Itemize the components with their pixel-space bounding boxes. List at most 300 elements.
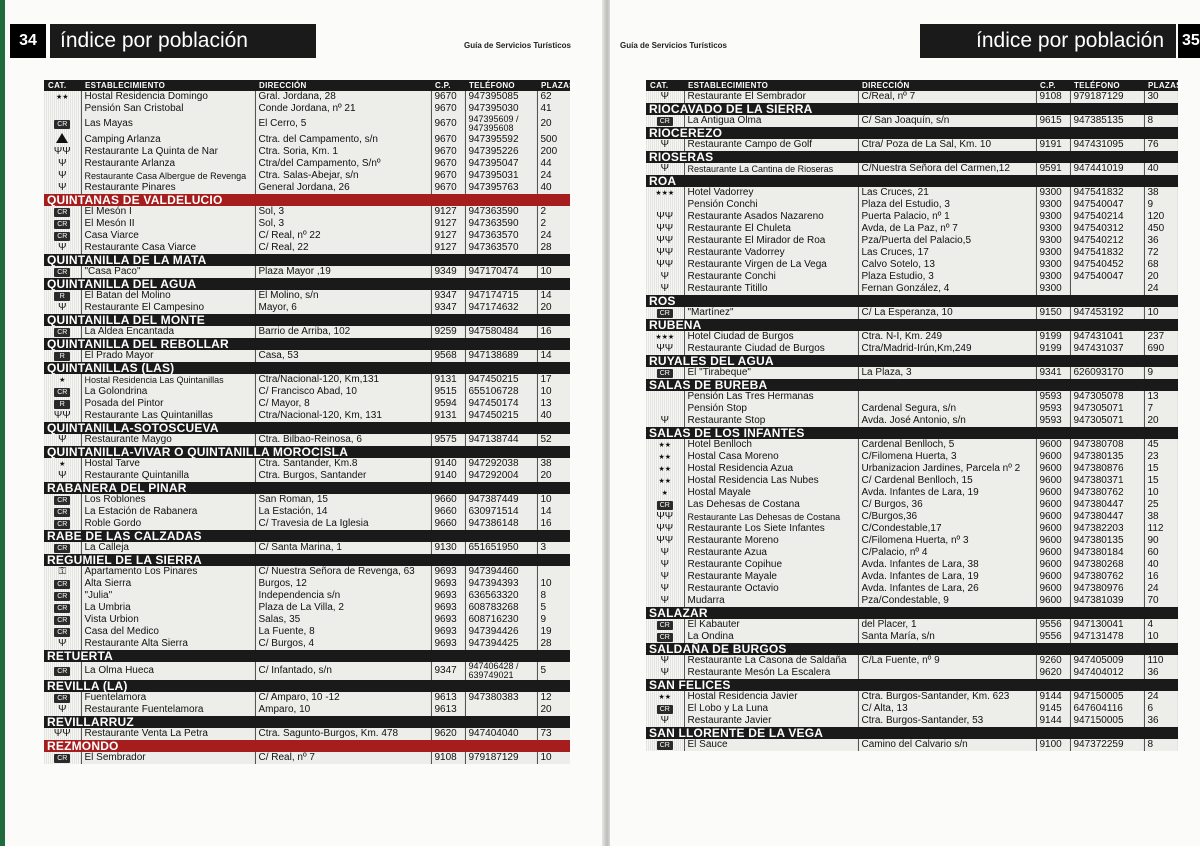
category-cell: [44, 638, 81, 650]
establishment-name: El Kabauter: [684, 619, 858, 631]
postal-code: 9620: [1036, 667, 1070, 679]
phone: 947380708: [1070, 439, 1144, 451]
table-row: [44, 506, 570, 518]
phone: 947380383: [465, 692, 537, 704]
address: Ctra/del Campamento, S/nº: [255, 158, 431, 170]
phone: 947395592: [465, 133, 537, 146]
plazas: 24: [1144, 283, 1178, 295]
table-row: [44, 290, 570, 302]
postal-code: 9670: [431, 103, 465, 115]
address: Independencia s/n: [255, 590, 431, 602]
town-section-header: [44, 482, 570, 494]
town-name: QUINTANILLA-SOTOSCUEVA: [44, 422, 570, 434]
phone: 947380268: [1070, 559, 1144, 571]
category-cell: [44, 350, 81, 362]
address: Ctra. Bilbao-Reinosa, 6: [255, 434, 431, 446]
town-section-header: [44, 422, 570, 434]
town-section-header: [44, 362, 570, 374]
postal-code: 9260: [1036, 655, 1070, 667]
table-row: [646, 535, 1178, 547]
plazas: 10: [537, 752, 570, 764]
table-row: [646, 655, 1178, 667]
address: C/ Alta, 13: [858, 703, 1036, 715]
address: [858, 667, 1036, 679]
postal-code: 9131: [431, 410, 465, 422]
plazas: 73: [537, 728, 570, 740]
category-cell: [44, 115, 81, 133]
postal-code: 9600: [1036, 511, 1070, 523]
plazas: 41: [537, 103, 570, 115]
plazas: 30: [1144, 91, 1178, 103]
postal-code: 9693: [431, 602, 465, 614]
town-section-header: [44, 554, 570, 566]
establishment-name: Restaurante Mesón La Escalera: [684, 667, 858, 679]
table-row: [44, 434, 570, 446]
table-row: [646, 331, 1178, 343]
table-row: [646, 283, 1178, 295]
table-header: [646, 80, 1178, 91]
camping-tent-icon: [56, 133, 68, 143]
col-cp: C.P.: [1036, 80, 1070, 91]
fork-icon: Ψ: [660, 583, 669, 594]
fork-icon: Ψ: [58, 158, 67, 169]
address: Puerta Palacio, nº 1: [858, 211, 1036, 223]
address: Camino del Calvario s/n: [858, 739, 1036, 751]
establishment-name: Restaurante Azua: [684, 547, 858, 559]
category-cell: [44, 242, 81, 254]
postal-code: 9613: [431, 692, 465, 704]
town-name: RIOSERAS: [646, 151, 1178, 163]
establishment-name: Restaurante Las Quintanillas: [81, 410, 255, 422]
table-row: [646, 439, 1178, 451]
category-cell: [646, 595, 684, 607]
town-section-header: [646, 643, 1178, 655]
phone: 947395047: [465, 158, 537, 170]
address: Avda, de La Paz, nº 7: [858, 223, 1036, 235]
plazas: 40: [1144, 163, 1178, 175]
category-cell: [44, 386, 81, 398]
address: C/ Real, nº 22: [255, 230, 431, 242]
establishment-name: Pensión San Cristobal: [81, 103, 255, 115]
category-cell: [646, 211, 684, 223]
plazas: 7: [1144, 403, 1178, 415]
phone: [465, 704, 537, 716]
establishment-name: Restaurante Vadorrey: [684, 247, 858, 259]
address: Avda. Infantes de Lara, 19: [858, 487, 1036, 499]
category-cell: [646, 139, 684, 151]
address: C/ Real, 22: [255, 242, 431, 254]
plazas: 19: [537, 626, 570, 638]
table-row: [646, 415, 1178, 427]
rural-house-icon: CR: [54, 388, 70, 397]
one-star-icon: ★: [59, 376, 66, 384]
address: Ctra. Saguntо-Burgos, Km. 478: [255, 728, 431, 740]
address: C/ Francisco Abad, 10: [255, 386, 431, 398]
establishment-name: Restaurante Los Siete Infantes: [684, 523, 858, 535]
address: Fernan González, 4: [858, 283, 1036, 295]
category-cell: [44, 602, 81, 614]
phone: 947387449: [465, 494, 537, 506]
address: del Placer, 1: [858, 619, 1036, 631]
town-section-header: [44, 530, 570, 542]
town-section-header: [44, 740, 570, 752]
establishment-name: Los Roblones: [81, 494, 255, 506]
establishment-name: Las Mayas: [81, 115, 255, 133]
town-name: SALDAÑA DE BURGOS: [646, 643, 1178, 655]
plazas: 20: [1144, 271, 1178, 283]
plazas: 13: [1144, 391, 1178, 403]
table-row: [646, 739, 1178, 751]
establishment-name: La Ondina: [684, 631, 858, 643]
col-cat: CAT.: [44, 80, 81, 91]
table-row: [44, 704, 570, 716]
establishment-name: Restaurante Ciudad de Burgos: [684, 343, 858, 355]
plazas: 8: [1144, 115, 1178, 127]
plazas: 110: [1144, 655, 1178, 667]
town-name: RUYALES DEL AGUA: [646, 355, 1178, 367]
plazas: 23: [1144, 451, 1178, 463]
category-cell: [44, 91, 81, 103]
table-row: [44, 494, 570, 506]
fork-icon: Ψ: [58, 182, 67, 193]
address: El Molino, s/n: [255, 290, 431, 302]
establishment-name: La Umbria: [81, 602, 255, 614]
address: C/ Burgos, 4: [255, 638, 431, 650]
postal-code: 9600: [1036, 535, 1070, 547]
two-forks-icon: ΨΨ: [656, 259, 674, 270]
establishment-name: Pensión Las Tres Hermanas: [684, 391, 858, 403]
phone: 947405009: [1070, 655, 1144, 667]
plazas: 20: [537, 115, 570, 133]
postal-code: 9300: [1036, 271, 1070, 283]
category-cell: [646, 475, 684, 487]
category-cell: [646, 523, 684, 535]
address: Pza/Condestable, 9: [858, 595, 1036, 607]
plazas: 6: [1144, 703, 1178, 715]
address: Cardenal Benlloch, 5: [858, 439, 1036, 451]
category-cell: [44, 566, 81, 578]
phone: 947131478: [1070, 631, 1144, 643]
postal-code: 9300: [1036, 187, 1070, 199]
rural-house-icon: R: [54, 400, 70, 409]
town-section-header: [44, 254, 570, 266]
page-number: 35: [1178, 24, 1200, 58]
phone: 636563320: [465, 590, 537, 602]
phone: 947540312: [1070, 223, 1144, 235]
category-cell: [646, 655, 684, 667]
address: Avda. Infantes de Lara, 38: [858, 559, 1036, 571]
plazas: 10: [537, 386, 570, 398]
category-cell: [44, 266, 81, 278]
phone: 947380135: [1070, 535, 1144, 547]
table-row: [44, 350, 570, 362]
fork-icon: Ψ: [58, 242, 67, 253]
col-phone: TELÉFONO: [1070, 80, 1144, 91]
category-cell: [44, 158, 81, 170]
town-section-header: [44, 194, 570, 206]
plazas: 16: [537, 518, 570, 530]
two-forks-icon: ΨΨ: [53, 146, 71, 157]
phone: 947380371: [1070, 475, 1144, 487]
table-row: [646, 211, 1178, 223]
address: Plaza del Estudio, 3: [858, 199, 1036, 211]
address: La Fuente, 8: [255, 626, 431, 638]
postal-code: 9140: [431, 458, 465, 470]
table-row: [646, 307, 1178, 319]
phone: 947138689: [465, 350, 537, 362]
postal-code: 9300: [1036, 211, 1070, 223]
address: C/Filomena Huerta, nº 3: [858, 535, 1036, 547]
establishment-name: El Prado Mayor: [81, 350, 255, 362]
category-cell: [44, 182, 81, 194]
establishment-name: Hostal Residencia Las Quintanillas: [81, 374, 255, 386]
plazas: 28: [537, 242, 570, 254]
phone: 947431037: [1070, 343, 1144, 355]
address: Urbanizacion Jardines, Parcela nº 2: [858, 463, 1036, 475]
plazas: 38: [1144, 187, 1178, 199]
address: Casa, 53: [255, 350, 431, 362]
phone: 947380135: [1070, 451, 1144, 463]
table-row: [646, 271, 1178, 283]
category-cell: [646, 667, 684, 679]
establishment-name: Alta Sierra: [81, 578, 255, 590]
table-row: [646, 499, 1178, 511]
rural-house-icon: CR: [54, 208, 70, 217]
plazas: 44: [537, 158, 570, 170]
establishment-table: [646, 80, 1182, 751]
town-name: QUINTANILLAS (LAS): [44, 362, 570, 374]
category-cell: [44, 542, 81, 554]
table-row: [646, 115, 1178, 127]
address: San Roman, 15: [255, 494, 431, 506]
address: Ctra. Salas-Abejar, s/n: [255, 170, 431, 182]
fork-icon: Ψ: [660, 271, 669, 282]
rural-house-icon: CR: [54, 328, 70, 337]
plazas: 13: [537, 398, 570, 410]
phone: 947395030: [465, 103, 537, 115]
phone: 947380447: [1070, 499, 1144, 511]
address: Ctra. Soria, Km. 1: [255, 146, 431, 158]
postal-code: 9693: [431, 566, 465, 578]
plazas: [537, 566, 570, 578]
establishment-name: Restaurante La Quinta de Nar: [81, 146, 255, 158]
category-cell: [44, 206, 81, 218]
postal-code: 9556: [1036, 619, 1070, 631]
town-name: RIOCAVADO DE LA SIERRA: [646, 103, 1178, 115]
postal-code: 9600: [1036, 463, 1070, 475]
establishment-name: Hostal Residencia Domingo: [81, 91, 255, 103]
category-cell: [646, 451, 684, 463]
postal-code: 9670: [431, 182, 465, 194]
fork-icon: Ψ: [58, 434, 67, 445]
town-name: REGUMIEL DE LA SIERRA: [44, 554, 570, 566]
two-forks-icon: ΨΨ: [656, 247, 674, 258]
town-name: REVILLA (LA): [44, 680, 570, 692]
phone: 947174715: [465, 290, 537, 302]
address: Ctra. Burgos-Santander, 53: [858, 715, 1036, 727]
category-cell: [646, 571, 684, 583]
postal-code: 9660: [431, 518, 465, 530]
establishment-name: Restaurante Octavio: [684, 583, 858, 595]
category-cell: [646, 463, 684, 475]
establishment-name: Restaurante Virgen de La Vega: [684, 259, 858, 271]
table-row: [44, 590, 570, 602]
postal-code: 9575: [431, 434, 465, 446]
guide-label: Guía de Servicios Turísticos: [464, 41, 571, 50]
phone: 947363590: [465, 206, 537, 218]
table-row: [44, 218, 570, 230]
establishment-name: Casa del Medico: [81, 626, 255, 638]
phone: 630971514: [465, 506, 537, 518]
phone: 947305071: [1070, 403, 1144, 415]
table-row: [44, 326, 570, 338]
phone: 947406428 / 639749021: [465, 662, 537, 680]
rural-house-icon: CR: [657, 633, 673, 642]
plazas: 8: [537, 590, 570, 602]
establishment-name: Restaurante Arlanza: [81, 158, 255, 170]
phone: 947541832: [1070, 187, 1144, 199]
plazas: 45: [1144, 439, 1178, 451]
phone: 947450215: [465, 374, 537, 386]
postal-code: 9515: [431, 386, 465, 398]
town-name: RABE DE LAS CALZADAS: [44, 530, 570, 542]
table-row: [44, 302, 570, 314]
category-cell: [646, 271, 684, 283]
postal-code: 9615: [1036, 115, 1070, 127]
postal-code: 9693: [431, 626, 465, 638]
category-cell: [44, 728, 81, 740]
page-number: 34: [10, 24, 46, 58]
two-forks-icon: ΨΨ: [656, 511, 674, 522]
postal-code: 9593: [1036, 403, 1070, 415]
plazas: 20: [537, 470, 570, 482]
establishment-name: La Golondrina: [81, 386, 255, 398]
address: C/Nuestra Señora del Carmen,12: [858, 163, 1036, 175]
two-star-icon: ★★: [658, 453, 672, 461]
category-cell: [646, 235, 684, 247]
category-cell: [646, 331, 684, 343]
table-row: [646, 691, 1178, 703]
phone: 947394425: [465, 638, 537, 650]
postal-code: 9300: [1036, 259, 1070, 271]
phone: 651651950: [465, 542, 537, 554]
rural-house-icon: CR: [657, 621, 673, 630]
establishment-name: Restaurante Asados Nazareno: [684, 211, 858, 223]
table-row: [646, 631, 1178, 643]
establishment-name: Hotel Ciudad de Burgos: [684, 331, 858, 343]
phone: 947372259: [1070, 739, 1144, 751]
phone: 947453192: [1070, 307, 1144, 319]
fork-icon: Ψ: [660, 91, 669, 102]
plazas: 90: [1144, 535, 1178, 547]
address: [858, 391, 1036, 403]
plazas: 9: [1144, 199, 1178, 211]
establishment-name: El Sembrador: [81, 752, 255, 764]
establishment-name: Restaurante Quintanilla: [81, 470, 255, 482]
plazas: 38: [537, 458, 570, 470]
category-cell: [646, 415, 684, 427]
address: C/ Cardenal Benlloch, 15: [858, 475, 1036, 487]
rural-house-icon: CR: [54, 592, 70, 601]
table-row: [646, 559, 1178, 571]
town-section-header: [44, 446, 570, 458]
address: La Estación, 14: [255, 506, 431, 518]
rural-house-icon: CR: [54, 628, 70, 637]
phone: 947541832: [1070, 247, 1144, 259]
town-name: RUBENA: [646, 319, 1178, 331]
two-star-icon: ★★: [658, 477, 672, 485]
col-phone: TELÉFONO: [465, 80, 537, 91]
table-row: [44, 662, 570, 680]
plazas: 16: [537, 326, 570, 338]
phone: 947395031: [465, 170, 537, 182]
establishment-name: Restaurante Stop: [684, 415, 858, 427]
plazas: 40: [537, 410, 570, 422]
fork-icon: Ψ: [660, 163, 669, 174]
establishment-name: Roble Gordo: [81, 518, 255, 530]
table-row: [646, 463, 1178, 475]
town-name: SAN LLORENTE DE LA VEGA: [646, 727, 1178, 739]
table-row: [646, 571, 1178, 583]
town-name: REZMONDO: [44, 740, 570, 752]
plazas: 10: [537, 494, 570, 506]
table-row: [44, 91, 570, 103]
town-name: QUINTANILLA DEL MONTE: [44, 314, 570, 326]
category-cell: [646, 307, 684, 319]
town-name: SALAS DE BUREBA: [646, 379, 1178, 391]
table-row: [646, 403, 1178, 415]
address: C/ Nuestra Señora de Revenga, 63: [255, 566, 431, 578]
table-row: [646, 235, 1178, 247]
address: C/ San Joaquín, s/n: [858, 115, 1036, 127]
plazas: 8: [1144, 739, 1178, 751]
town-name: ROS: [646, 295, 1178, 307]
category-cell: [646, 691, 684, 703]
establishment-name: Pensión Stop: [684, 403, 858, 415]
table-row: [44, 752, 570, 764]
phone: 947363570: [465, 242, 537, 254]
town-section-header: [646, 295, 1178, 307]
category-cell: [44, 614, 81, 626]
establishment-name: Hostal Casa Moreno: [684, 451, 858, 463]
rural-house-icon: CR: [657, 309, 673, 318]
one-star-icon: ★: [661, 489, 668, 497]
establishment-name: Restaurante Alta Sierra: [81, 638, 255, 650]
fork-icon: Ψ: [58, 704, 67, 715]
postal-code: 9347: [431, 290, 465, 302]
address: Pza/Puerta del Palacio,5: [858, 235, 1036, 247]
establishment-name: La Olma Hueca: [81, 662, 255, 680]
town-name: SALAZAR: [646, 607, 1178, 619]
town-section-header: [646, 103, 1178, 115]
address: C/ Santa Marina, 1: [255, 542, 431, 554]
rural-house-icon: CR: [54, 232, 70, 241]
table-header: [44, 80, 570, 91]
category-cell: [44, 146, 81, 158]
postal-code: 9670: [431, 158, 465, 170]
category-cell: [44, 692, 81, 704]
fork-icon: Ψ: [660, 571, 669, 582]
category-cell: [44, 434, 81, 446]
category-cell: [646, 391, 684, 403]
establishment-table: [44, 80, 575, 764]
category-cell: [44, 494, 81, 506]
table-row: [44, 398, 570, 410]
town-name: QUINTANAS DE VALDELUCIO: [44, 194, 570, 206]
two-star-icon: ★★: [658, 693, 672, 701]
fork-icon: Ψ: [660, 655, 669, 666]
category-cell: [44, 410, 81, 422]
